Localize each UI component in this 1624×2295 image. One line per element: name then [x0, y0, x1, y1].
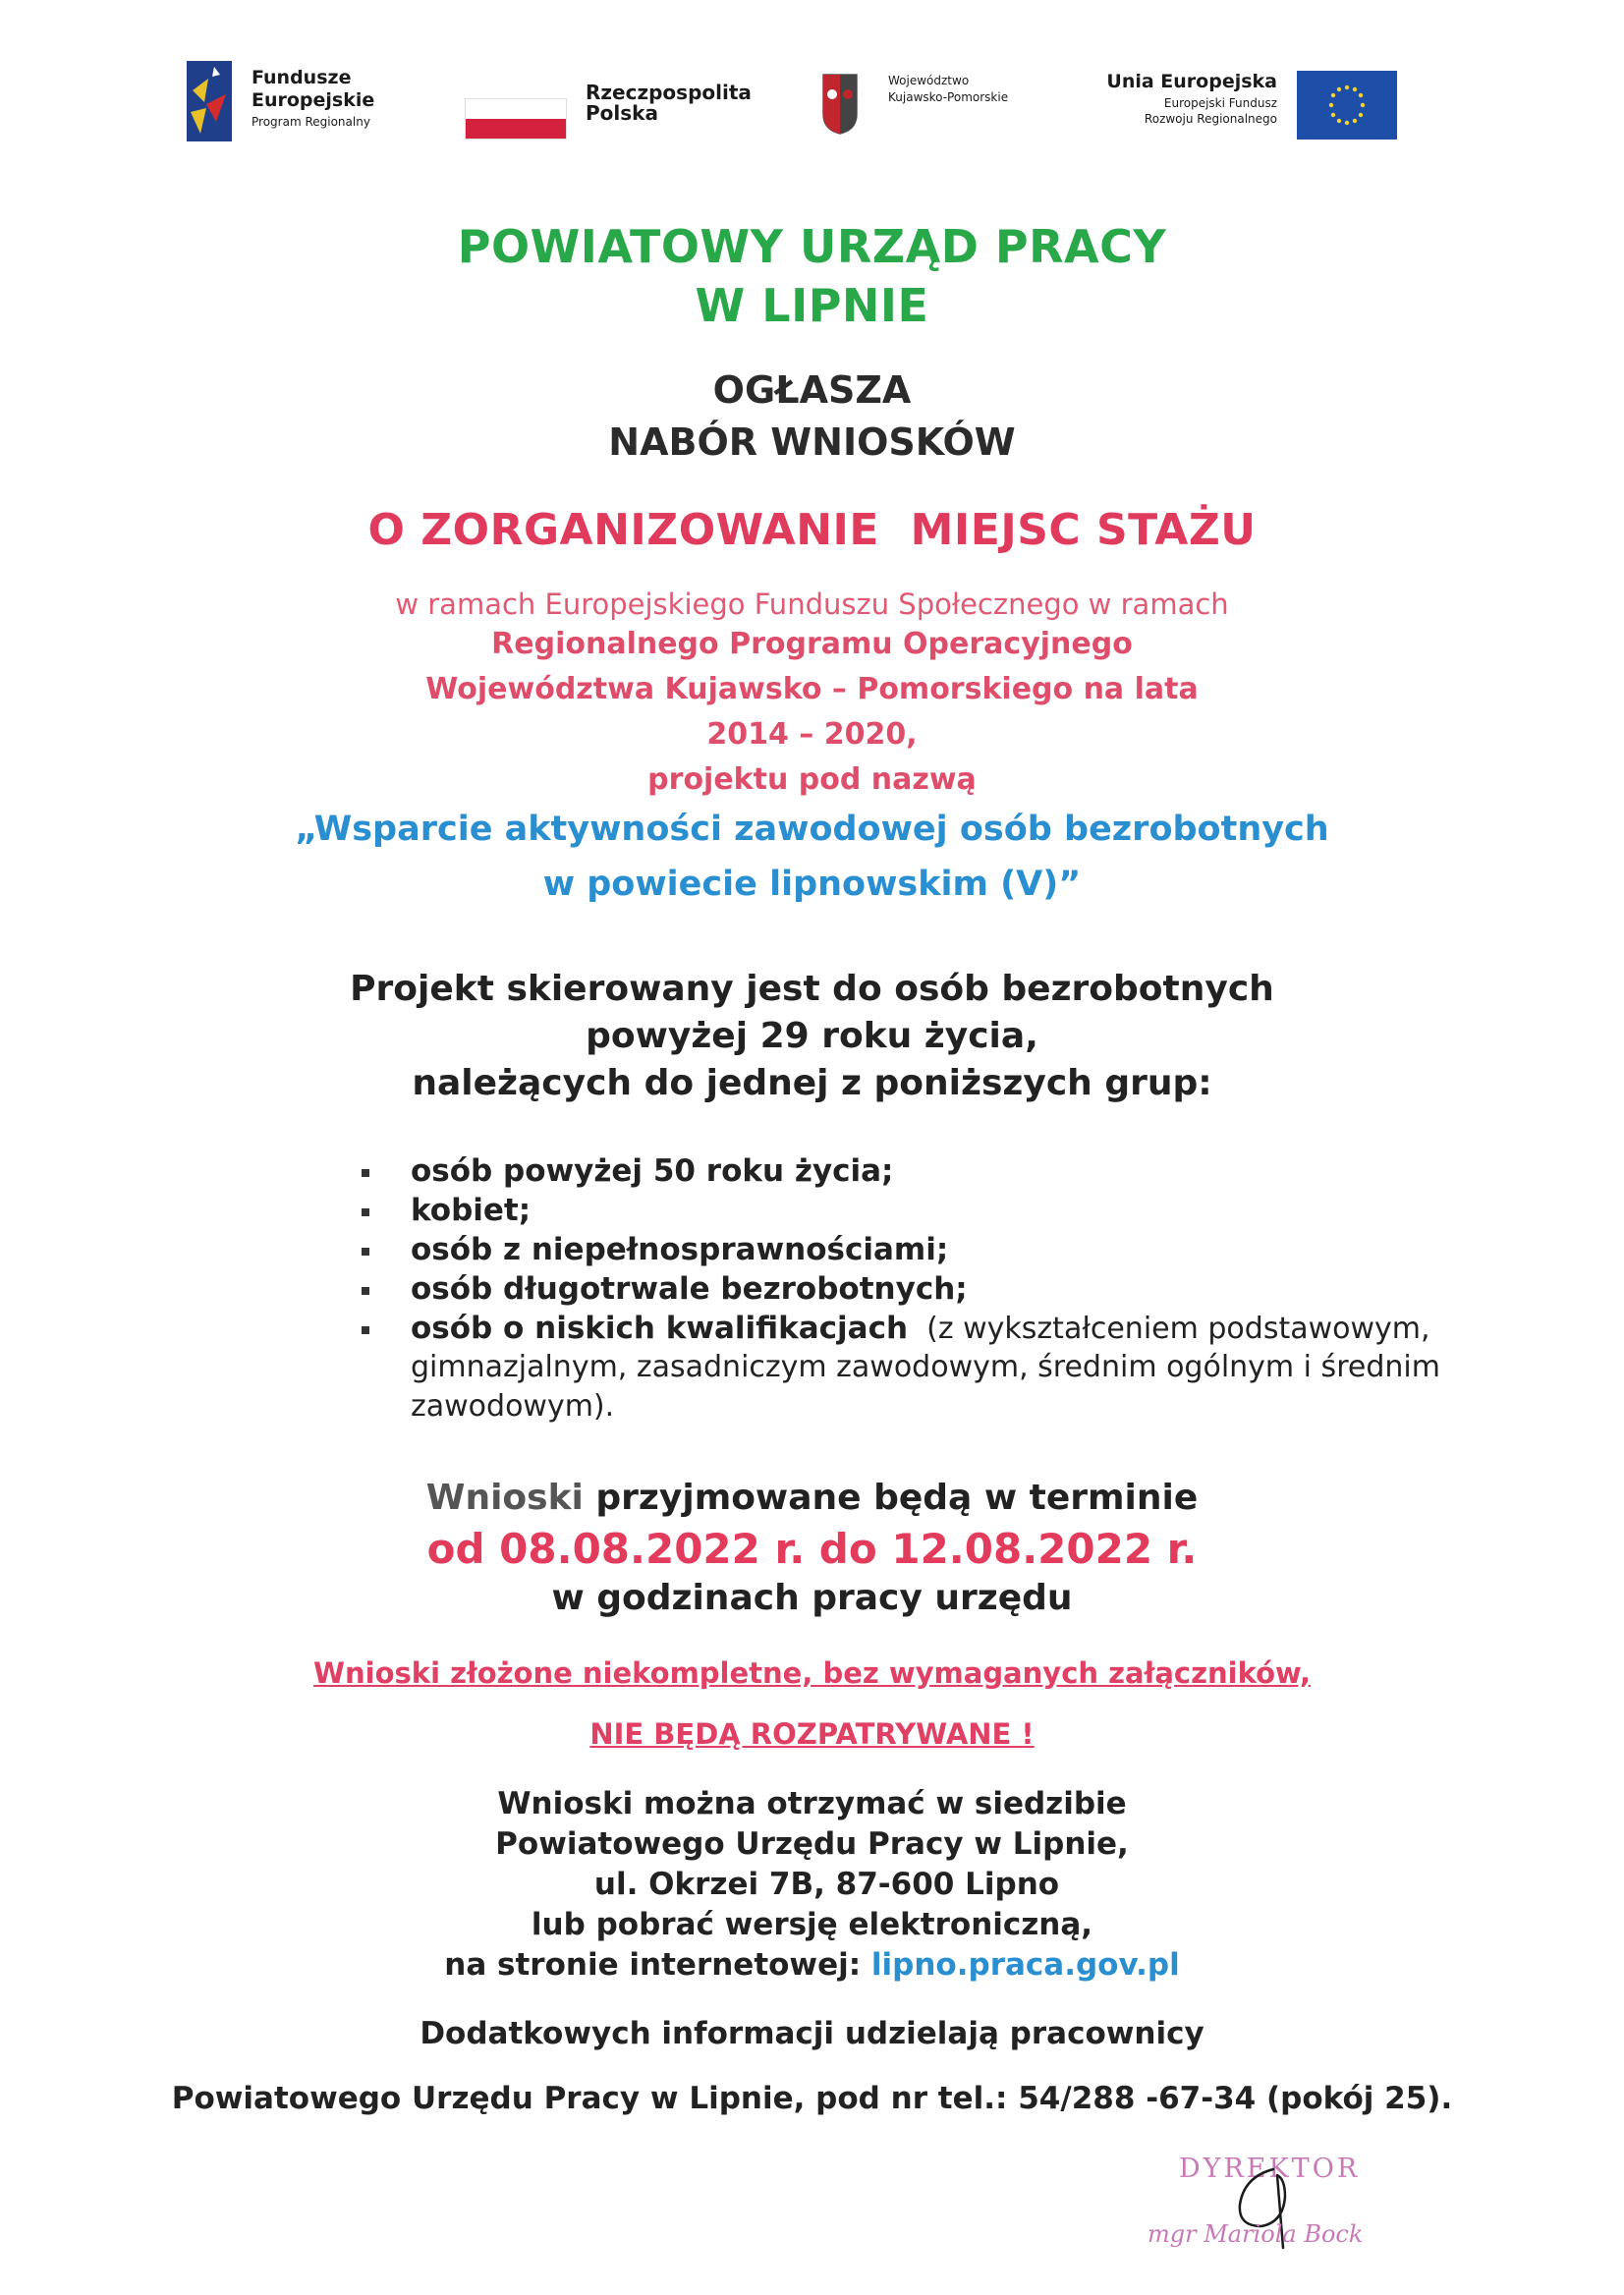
fe-logo-line2: Europejskie	[252, 88, 375, 111]
rp-logo-line2: Polska	[586, 101, 658, 125]
logo-bar	[0, 0, 1624, 157]
deadline-line1: Wnioski przyjmowane będą w terminie	[425, 1478, 1199, 1518]
bullet-icon	[362, 1208, 369, 1216]
kujawsko-pomorskie-crest-icon	[821, 73, 859, 136]
website-link[interactable]: lipno.praca.gov.pl	[870, 1947, 1180, 1983]
bullet-icon	[362, 1169, 369, 1177]
warning-line2: NIE BĘDĄ ROZPATRYWANE !	[589, 1717, 1035, 1751]
contact-line2: Powiatowego Urzędu Pracy w Lipnie, pod nr tel.: 54/288 -67-34 (pokój 25).	[171, 2081, 1453, 2116]
where-line1: Wnioski można otrzymać w siedzibie	[497, 1786, 1127, 1821]
bullet-icon	[362, 1326, 369, 1334]
where-line2: Powiatowego Urzędu Pracy w Lipnie,	[495, 1826, 1129, 1862]
target-line3: należących do jednej z poniższych grup:	[412, 1063, 1212, 1103]
program-line2: Regionalnego Programu Operacyjnego	[491, 627, 1133, 661]
rp-logo-line1: Rzeczpospolita	[586, 81, 752, 104]
bullet-icon	[362, 1287, 369, 1295]
announce-line1: OGŁASZA	[712, 368, 912, 412]
program-line1: w ramach Europejskiego Funduszu Społecznego w ramach	[395, 588, 1229, 621]
list-item: osób długotrwale bezrobotnych;	[354, 1271, 1464, 1311]
announce-line2: NABÓR WNIOSKÓW	[608, 420, 1016, 464]
where-line3: ul. Okrzei 7B, 87-600 Lipno	[593, 1867, 1060, 1902]
list-item: kobiet;	[354, 1193, 1464, 1232]
groups-note-b: gimnazjalnym, zasadniczym zawodowym, średnim ogólnym i średnim	[411, 1350, 1440, 1384]
fe-logo-line1: Fundusze	[252, 67, 352, 88]
signature-name: mgr Mariola Bock	[1148, 2220, 1364, 2248]
kp-logo-line1: Województwo	[888, 74, 970, 87]
project-name-line2: w powiecie lipnowskim (V)”	[542, 865, 1082, 904]
ue-logo-line2: Europejski Fundusz	[1163, 95, 1277, 110]
list-item	[354, 1311, 1464, 1350]
groups-note-a: (z wykształceniem podstawowym,	[926, 1312, 1430, 1346]
program-line4: 2014 – 2020,	[706, 717, 918, 752]
polish-flag-icon	[465, 98, 567, 140]
fundusze-europejskie-logo	[187, 61, 232, 141]
org-name-line1: POWIATOWY URZĄD PRACY	[457, 220, 1167, 273]
bullet-icon	[362, 1248, 369, 1256]
ue-logo-line3: Rozwoju Regionalnego	[1144, 111, 1277, 126]
warning-line1: Wnioski złożone niekompletne, bez wymaganych załączników,	[313, 1656, 1311, 1690]
program-line5: projektu pod nazwą	[647, 762, 977, 797]
list-item: osób powyżej 50 roku życia;	[354, 1153, 1464, 1193]
project-name-line1: „Wsparcie aktywności zawodowej osób bezrobotnych	[295, 810, 1329, 849]
deadline-line3: w godzinach pracy urzędu	[551, 1578, 1073, 1618]
groups-list	[354, 1153, 1464, 1428]
signature-title: DYREKTOR	[1179, 2154, 1361, 2184]
deadline-dates: od 08.08.2022 r. do 12.08.2022 r.	[426, 1525, 1198, 1573]
subject-heading: O ZORGANIZOWANIE MIEJSC STAŻU	[367, 505, 1257, 555]
groups-note-c: zawodowym).	[411, 1389, 615, 1424]
target-line2: powyżej 29 roku życia,	[586, 1016, 1038, 1056]
group-low-qualifications: osób o niskich kwalifikacjach	[411, 1311, 909, 1346]
target-line1: Projekt skierowany jest do osób bezrobotnych	[350, 969, 1274, 1009]
program-line3: Województwa Kujawsko – Pomorskiego na lata	[425, 672, 1199, 706]
where-line5: na stronie internetowej: lipno.praca.gov.pl	[444, 1947, 1180, 1983]
list-item: osób z niepełnosprawnościami;	[354, 1232, 1464, 1271]
fe-logo-line3: Program Regionalny	[252, 114, 370, 129]
ue-logo-line1: Unia Europejska	[1106, 71, 1277, 92]
org-name-line2: W LIPNIE	[695, 279, 929, 332]
kp-logo-line2: Kujawsko-Pomorskie	[888, 89, 1009, 104]
contact-line1: Dodatkowych informacji udzielają pracownicy	[420, 2016, 1204, 2051]
where-line4: lub pobrać wersję elektroniczną,	[531, 1907, 1093, 1942]
eu-flag-icon	[1297, 71, 1397, 140]
